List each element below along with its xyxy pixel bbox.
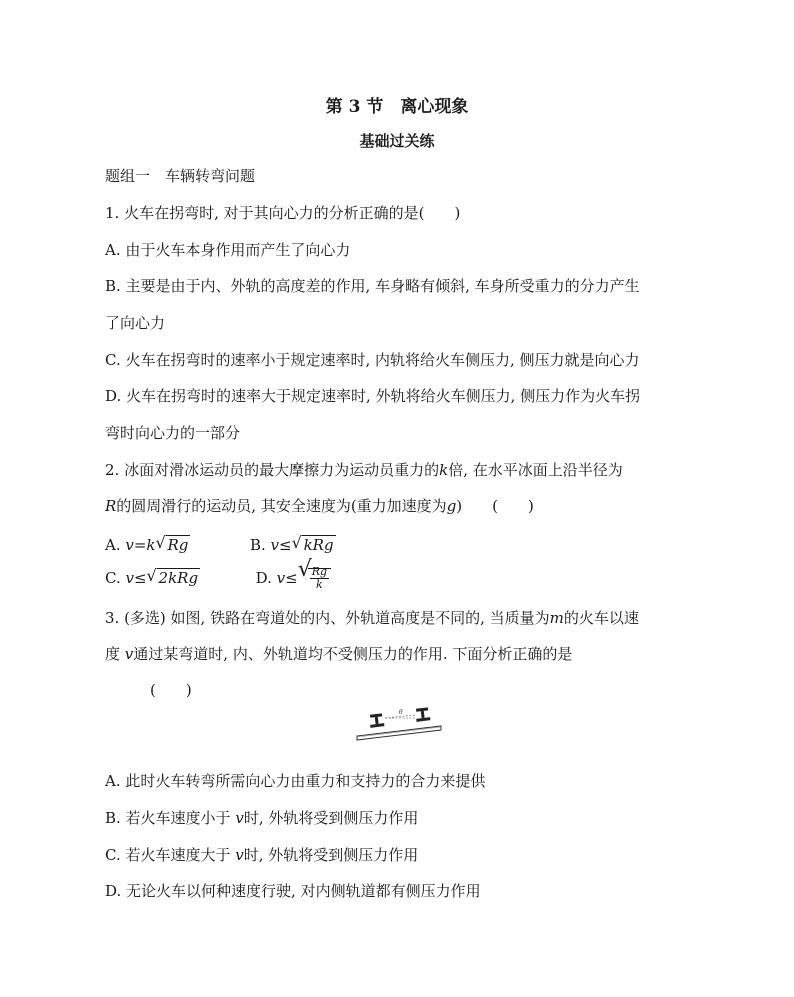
q1-option-b-line1: B. 主要是由于内、外轨的高度差的作用, 车身略有倾斜, 车身所受重力的分力产生: [105, 277, 640, 295]
q3-option-b: B. 若火车速度小于 v时, 外轨将受到侧压力作用: [105, 809, 419, 827]
q2-options-row1: [105, 535, 336, 555]
section-subtitle: 基础过关练: [359, 132, 435, 150]
banked-rail-figure: [355, 706, 445, 748]
q1-stem: 1. 火车在拐弯时, 对于其向心力的分析正确的是( ): [105, 204, 461, 222]
k-symbol: k: [439, 461, 449, 479]
q2-options-row2: [105, 557, 331, 591]
g-symbol: g: [446, 497, 457, 515]
q2-option-a: A. v=k √ Rg: [105, 533, 189, 554]
q2-stem-line1: 2. 冰面对滑冰运动员的最大摩擦力为运动员重力的k倍, 在水平冰面上沿半径为: [105, 461, 623, 479]
q3-option-a: A. 此时火车转弯所需向心力由重力和支持力的合力来提供: [105, 772, 486, 790]
q3-stem-line2: 度 v通过某弯道时, 内、外轨道均不受侧压力的作用. 下面分析正确的是: [105, 645, 573, 663]
section-title: 第 3 节 离心现象: [325, 97, 469, 117]
q3-answer-paren: ( ): [150, 681, 192, 699]
q2-option-c: C. v≤ √ 2kRg: [105, 565, 199, 587]
m-symbol: m: [549, 609, 564, 627]
outer-rail-icon: [415, 707, 430, 722]
inner-rail-icon: [369, 713, 384, 728]
q3-stem-line1: 3. (多选) 如图, 铁路在弯道处的内、外轨道高度是不同的, 当质量为m的火车以速: [105, 609, 639, 627]
r-symbol: R: [105, 497, 117, 515]
theta-label: θ: [399, 709, 403, 716]
q1-option-d-line1: D. 火车在拐弯时的速率大于规定速率时, 外轨将给火车侧压力, 侧压力作为火车拐: [105, 387, 641, 405]
q2-stem-line2: R的圆周滑行的运动员, 其安全速度为(重力加速度为g) ( ): [105, 497, 534, 515]
q1-option-a: A. 由于火车本身作用而产生了向心力: [105, 241, 351, 259]
problem-group-heading: 题组一 车辆转弯问题: [105, 167, 256, 185]
q2-option-d: D. v≤ √ $\frac{Rg}{k}$: [256, 569, 331, 587]
v-symbol: v: [124, 645, 134, 663]
q2-option-b: B. v≤ √ kRg: [249, 533, 334, 554]
q1-option-c: C. 火车在拐弯时的速率小于规定速率时, 内轨将给火车侧压力, 侧压力就是向心力: [105, 351, 640, 369]
q3-option-d: D. 无论火车以何种速度行驶, 对内侧轨道都有侧压力作用: [105, 882, 481, 900]
q1-option-d-line2: 弯时向心力的一部分: [105, 424, 241, 442]
q1-option-b-line2: 了向心力: [105, 314, 166, 332]
q3-option-c: C. 若火车速度大于 v时, 外轨将受到侧压力作用: [105, 846, 419, 864]
